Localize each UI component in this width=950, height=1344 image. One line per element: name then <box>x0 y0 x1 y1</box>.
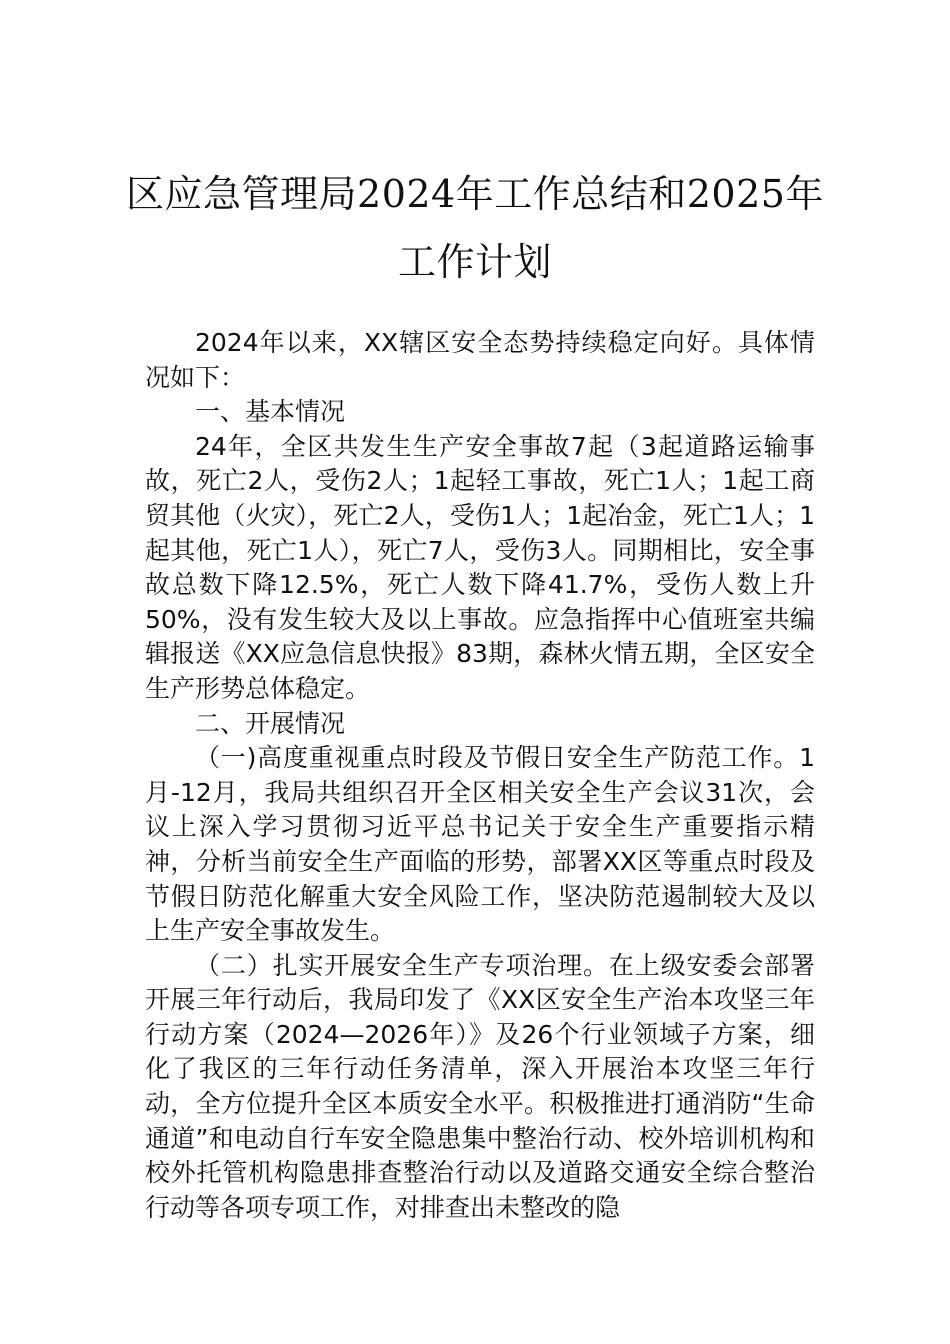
document-body <box>145 326 815 1225</box>
heading-basic-situation: 一、基本情况 <box>195 397 346 427</box>
paragraph-holiday-safety: （一)高度重视重点时段及节假日安全生产防范工作。1月-12月，我局共组织召开全区相关安全生产会议31次，会议上深入学习贯彻习近平总书记关于安全生产重要指示精神，分析当前安全生产面临的形势，部署XX区等重点时段及节假日防范化解重大安全风险工作，坚决防范遏制较大及以上生产安全事故发生。 <box>145 743 815 946</box>
paragraph-intro: 2024年以来，XX辖区安全态势持续稳定向好。具体情况如下： <box>145 328 815 392</box>
heading-work-progress: 二、开展情况 <box>195 708 346 738</box>
document-title: 区应急管理局2024年工作总结和2025年工作计划 <box>126 172 824 284</box>
paragraph-special-governance: （二）扎实开展安全生产专项治理。在上级安委会部署开展三年行动后，我局印发了《XX区安全生产治本攻坚三年行动方案（2024—2026年）》及26个行业领域子方案，细化了我区的三年行动任务清单，深入开展治本攻坚三年行动，全方位提升全区本质安全水平。积极推进打通消防“生命通道”和电动自行车安全隐患集中整治行动、校外培训机构和校外托管机构隐患排查整治行动以及道路交通安全综合整治行动等各项专项工作，对排查出未整改的隐 <box>145 950 815 1222</box>
paragraph-basic-situation: 24年，全区共发生生产安全事故7起（3起道路运输事故，死亡2人，受伤2人；1起轻工事故，死亡1人；1起工商贸其他（火灾），死亡2人，受伤1人；1起冶金，死亡1人；1起其他，死亡1人），死亡7人，受伤3人。同期相比，安全事故总数下降12.5%，死亡人数下降41.7%，受伤人数上升50%，没有发生较大及以上事故。应急指挥中心值班室共编辑报送《XX应急信息快报》83期，森林火情五期，全区安全生产形势总体稳定。 <box>145 431 815 703</box>
